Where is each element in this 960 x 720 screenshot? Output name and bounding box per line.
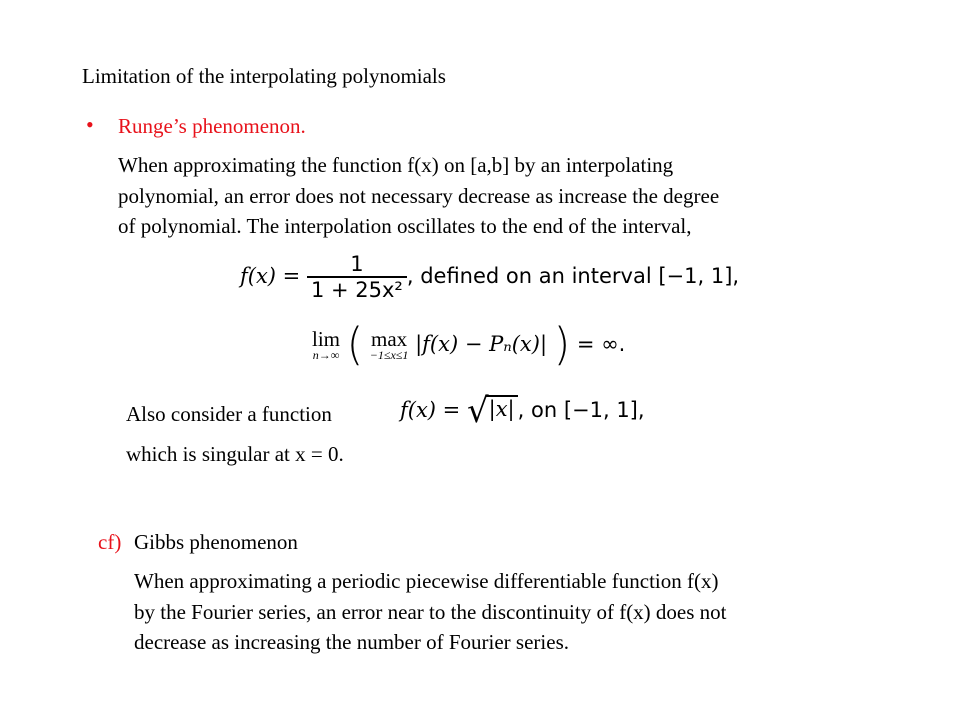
lim-operator xyxy=(312,329,340,361)
slide-title: Limitation of the interpolating polynomials xyxy=(82,64,446,88)
eq1-numerator: 1 xyxy=(350,252,364,276)
eq3-rhs: , on [−1, 1], xyxy=(517,398,645,422)
limit-equation xyxy=(312,318,626,371)
lim-word: lim xyxy=(312,327,341,351)
eq1-lhs: f(x) = xyxy=(240,264,301,288)
radical-sign-icon: √ xyxy=(466,391,489,431)
eq2-rhs: = ∞. xyxy=(576,332,626,356)
max-subscript: −1≤x≤1 xyxy=(369,348,409,362)
runge-function-equation xyxy=(240,252,739,302)
eq1-denominator: 1 + 25x² xyxy=(307,276,407,302)
max-word: max xyxy=(371,327,408,351)
eq1-fraction xyxy=(307,252,407,302)
bullet-marker: • xyxy=(86,112,94,137)
gibbs-paragraph xyxy=(134,566,914,658)
radicand: |x| xyxy=(486,395,518,421)
runge-heading: Runge’s phenomenon. xyxy=(118,114,306,138)
eq1-rhs: , defined on an interval [−1, 1], xyxy=(406,264,740,288)
singular-text: which is singular at x = 0. xyxy=(126,442,344,466)
right-paren: ) xyxy=(553,318,571,371)
gibbs-line-2: by the Fourier series, an error near to the discontinuity of f(x) does not xyxy=(134,599,727,624)
left-paren: ( xyxy=(346,318,364,371)
sqrt-function-equation xyxy=(400,391,645,431)
cf-label: cf) xyxy=(98,530,122,554)
runge-paragraph xyxy=(118,150,898,242)
runge-line-2: polynomial, an error does not necessary decrease as increase the degree xyxy=(118,183,720,208)
runge-line-1: When approximating the function f(x) on [a,b] by an interpolating xyxy=(118,153,674,177)
square-root xyxy=(466,391,518,431)
gibbs-line-1: When approximating a periodic piecewise differentiable function f(x) xyxy=(134,569,719,593)
runge-line-3: of polynomial. The interpolation oscillates to the end of the interval, xyxy=(118,214,692,238)
gibbs-line-3: decrease as increasing the number of Fourier series. xyxy=(134,630,569,654)
also-consider-text: Also consider a function xyxy=(126,402,332,426)
lim-subscript: n→∞ xyxy=(312,348,340,362)
eq3-lhs: f(x) = xyxy=(400,398,461,422)
max-operator xyxy=(370,329,409,361)
eq2-body: |f(x) − Pₙ(x)| xyxy=(415,332,548,356)
gibbs-heading: Gibbs phenomenon xyxy=(134,530,298,554)
